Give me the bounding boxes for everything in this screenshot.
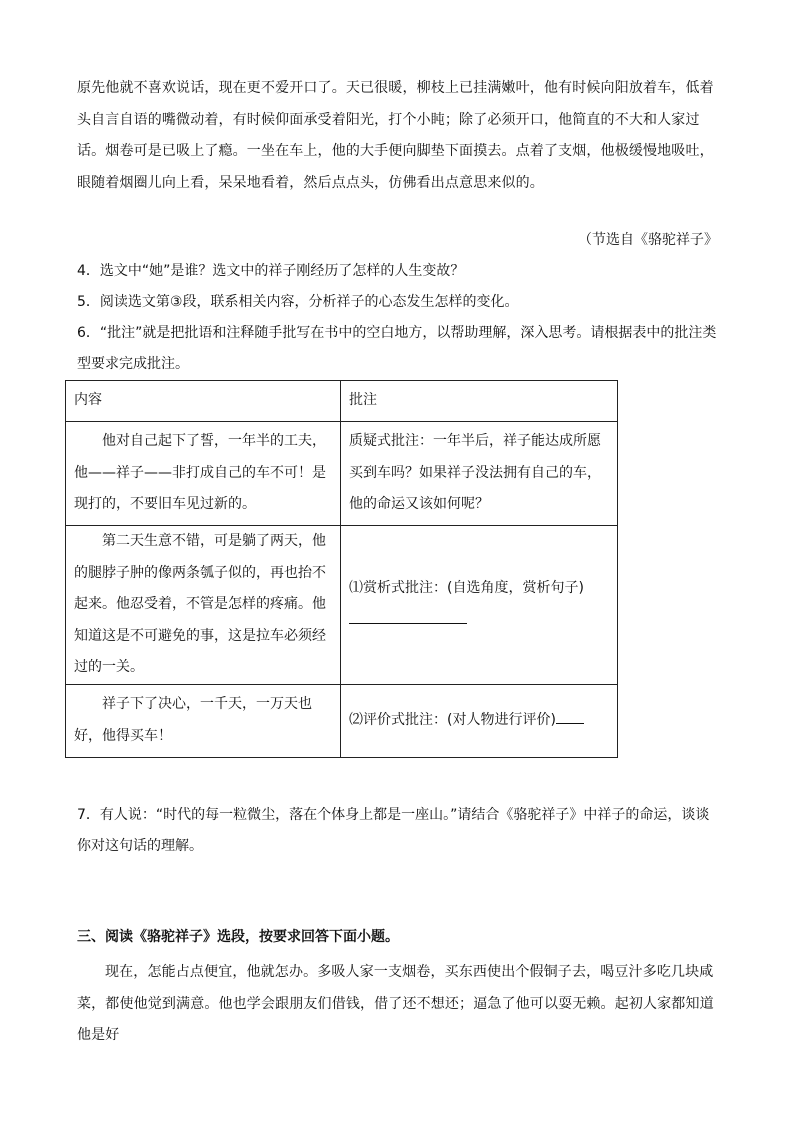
table-cell-content: 第二天生意不错，可是躺了两天，他的腿脖子肿的像两条瓠子似的，再也抬不起来。他忍受着，不管是怎样的疼痛。他知道这是不可避免的事，这是拉车必须经过的一关。: [66, 526, 341, 685]
table-row: [66, 526, 618, 685]
question-7: 7．有人说：“时代的每一粒微尘，落在个体身上都是一座山。”请结合《骆驼祥子》中祥子的命运，谈谈你对这句话的理解。: [77, 807, 710, 854]
table-row: [66, 684, 618, 757]
table-cell-note-answer[interactable]: [341, 684, 618, 757]
question-6: 6．“批注”就是把批语和注释随手批写在书中的空白地方，以帮助理解，深入思考。请根据表中的批注类型要求完成批注。: [77, 325, 717, 372]
table-cell-content: 祥子下了决心，一千天，一万天也好，他得买车！: [66, 684, 341, 757]
question-4: 4．选文中“她”是谁？选文中的祥子刚经历了怎样的人生变故？: [77, 263, 465, 279]
annotation-table: [65, 380, 618, 758]
passage-source: （节选自《骆驼祥子》: [578, 232, 718, 248]
section-3-heading: 三、阅读《骆驼祥子》选段，按要求回答下面小题。: [77, 929, 399, 945]
answer-blank[interactable]: [556, 709, 584, 724]
answer-blank[interactable]: [349, 609, 467, 624]
table-cell-note: 质疑式批注：一年半后，祥子能达成所愿买到车吗？如果祥子没法拥有自己的车，他的命运又该如何呢？: [341, 422, 618, 526]
table-header-content: 内容: [66, 381, 341, 422]
note-prompt: ⑴赏析式批注：(自选角度，赏析句子): [349, 580, 584, 597]
table-cell-content: 他对自己起下了誓，一年半的工夫，他——祥子——非打成自己的车不可！是现打的，不要旧车见过新的。: [66, 422, 341, 526]
table-header-note: 批注: [341, 381, 618, 422]
table-row: [66, 422, 618, 526]
table-header-row: [66, 381, 618, 422]
question-5: 5．阅读选文第③段，联系相关内容，分析祥子的心态发生怎样的变化。: [77, 294, 519, 310]
table-cell-note-answer[interactable]: [341, 526, 618, 685]
passage-paragraph: 原先他就不喜欢说话，现在更不爱开口了。天已很暖，柳枝上已挂满嫩叶，他有时候向阳放着车，低着头自言自语的嘴微动着，有时候仰面承受着阳光，打个小盹；除了必须开口，他简直的不大和人家过话。烟卷可是已吸上了瘾。一坐在车上，他的大手便向脚垫下面摸去。点着了支烟，他极缓慢地吸吐，眼随着烟圈儿向上看，呆呆地看着，然后点点头，仿佛看出点意思来似的。: [77, 80, 714, 191]
note-prompt: ⑵评价式批注：(对人物进行评价): [349, 711, 556, 728]
section-3-paragraph: 现在，怎能占点便宜，他就怎办。多吸人家一支烟卷，买东西使出个假铜子去，喝豆汁多吃几块咸菜，都使他觉到满意。他也学会跟朋友们借钱，借了还不想还；逼急了他可以耍无赖。起初人家都知道他是好: [77, 964, 714, 1043]
